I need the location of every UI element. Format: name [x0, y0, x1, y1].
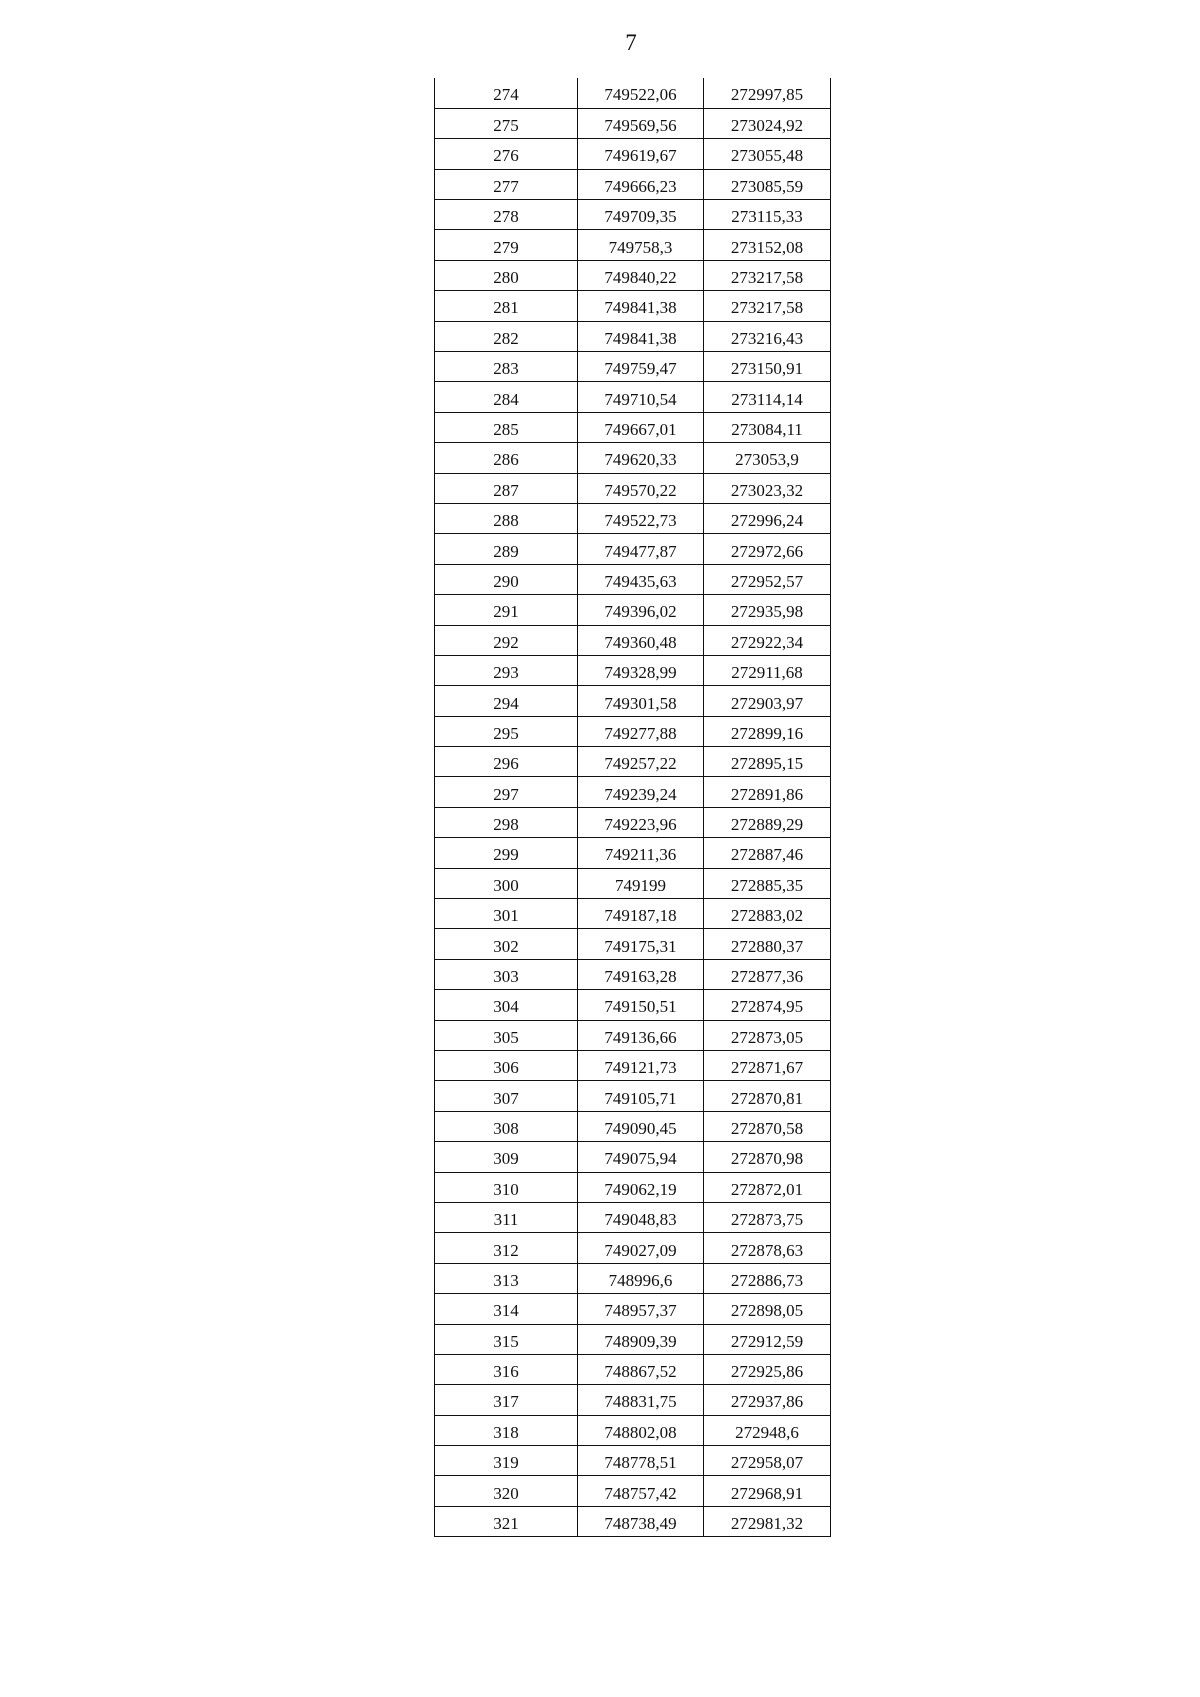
- point-number-cell: 277: [435, 169, 578, 199]
- y-coordinate-cell: 273216,43: [704, 321, 831, 351]
- table-row: [435, 777, 831, 807]
- y-coordinate-cell: 273217,58: [704, 291, 831, 321]
- y-coordinate-cell: 272870,58: [704, 1111, 831, 1141]
- y-coordinate-cell: 272952,57: [704, 564, 831, 594]
- x-coordinate-cell: 749136,66: [578, 1020, 704, 1050]
- y-coordinate-cell: 272935,98: [704, 595, 831, 625]
- y-coordinate-cell: 272877,36: [704, 959, 831, 989]
- y-coordinate-cell: 273152,08: [704, 230, 831, 260]
- x-coordinate-cell: 748738,49: [578, 1506, 704, 1536]
- x-coordinate-cell: 749223,96: [578, 807, 704, 837]
- x-coordinate-cell: 749758,3: [578, 230, 704, 260]
- table-row: [435, 260, 831, 290]
- x-coordinate-cell: 749840,22: [578, 260, 704, 290]
- y-coordinate-cell: 273053,9: [704, 443, 831, 473]
- x-coordinate-cell: 749522,06: [578, 78, 704, 108]
- table-row: [435, 807, 831, 837]
- x-coordinate-cell: 749477,87: [578, 534, 704, 564]
- y-coordinate-cell: 272889,29: [704, 807, 831, 837]
- y-coordinate-cell: 272912,59: [704, 1324, 831, 1354]
- x-coordinate-cell: 749522,73: [578, 503, 704, 533]
- y-coordinate-cell: 273115,33: [704, 200, 831, 230]
- point-number-cell: 292: [435, 625, 578, 655]
- point-number-cell: 321: [435, 1506, 578, 1536]
- table-row: [435, 1142, 831, 1172]
- point-number-cell: 295: [435, 716, 578, 746]
- y-coordinate-cell: 272886,73: [704, 1263, 831, 1293]
- y-coordinate-cell: 272898,05: [704, 1294, 831, 1324]
- x-coordinate-cell: 749841,38: [578, 291, 704, 321]
- table-row: [435, 321, 831, 351]
- x-coordinate-cell: 749239,24: [578, 777, 704, 807]
- x-coordinate-cell: 748831,75: [578, 1385, 704, 1415]
- point-number-cell: 300: [435, 868, 578, 898]
- point-number-cell: 276: [435, 139, 578, 169]
- y-coordinate-cell: 273150,91: [704, 352, 831, 382]
- point-number-cell: 275: [435, 108, 578, 138]
- x-coordinate-cell: 749710,54: [578, 382, 704, 412]
- x-coordinate-cell: 749360,48: [578, 625, 704, 655]
- table-row: [435, 443, 831, 473]
- y-coordinate-cell: 272870,81: [704, 1081, 831, 1111]
- coordinates-table: [434, 78, 831, 1537]
- table-row: [435, 1506, 831, 1536]
- x-coordinate-cell: 749048,83: [578, 1202, 704, 1232]
- point-number-cell: 311: [435, 1202, 578, 1232]
- x-coordinate-cell: 749175,31: [578, 929, 704, 959]
- table-row: [435, 686, 831, 716]
- table-row: [435, 352, 831, 382]
- table-row: [435, 1020, 831, 1050]
- table-row: [435, 1233, 831, 1263]
- point-number-cell: 309: [435, 1142, 578, 1172]
- table-row: [435, 200, 831, 230]
- x-coordinate-cell: 748867,52: [578, 1354, 704, 1384]
- table-row: [435, 230, 831, 260]
- y-coordinate-cell: 273024,92: [704, 108, 831, 138]
- table-row: [435, 564, 831, 594]
- x-coordinate-cell: 749187,18: [578, 899, 704, 929]
- x-coordinate-cell: 749620,33: [578, 443, 704, 473]
- point-number-cell: 304: [435, 990, 578, 1020]
- y-coordinate-cell: 272997,85: [704, 78, 831, 108]
- point-number-cell: 310: [435, 1172, 578, 1202]
- y-coordinate-cell: 273114,14: [704, 382, 831, 412]
- table-row: [435, 291, 831, 321]
- y-coordinate-cell: 272873,05: [704, 1020, 831, 1050]
- table-row: [435, 1415, 831, 1445]
- table-row: [435, 1324, 831, 1354]
- x-coordinate-cell: 749328,99: [578, 655, 704, 685]
- point-number-cell: 284: [435, 382, 578, 412]
- y-coordinate-cell: 273055,48: [704, 139, 831, 169]
- y-coordinate-cell: 272891,86: [704, 777, 831, 807]
- x-coordinate-cell: 749301,58: [578, 686, 704, 716]
- table-row: [435, 929, 831, 959]
- point-number-cell: 301: [435, 899, 578, 929]
- point-number-cell: 280: [435, 260, 578, 290]
- x-coordinate-cell: 748778,51: [578, 1446, 704, 1476]
- point-number-cell: 312: [435, 1233, 578, 1263]
- table-row: [435, 1111, 831, 1141]
- x-coordinate-cell: 748757,42: [578, 1476, 704, 1506]
- point-number-cell: 302: [435, 929, 578, 959]
- point-number-cell: 286: [435, 443, 578, 473]
- y-coordinate-cell: 273023,32: [704, 473, 831, 503]
- table-row: [435, 959, 831, 989]
- point-number-cell: 279: [435, 230, 578, 260]
- x-coordinate-cell: 749257,22: [578, 747, 704, 777]
- x-coordinate-cell: 748909,39: [578, 1324, 704, 1354]
- y-coordinate-cell: 272958,07: [704, 1446, 831, 1476]
- point-number-cell: 306: [435, 1051, 578, 1081]
- point-number-cell: 299: [435, 838, 578, 868]
- table-row: [435, 1476, 831, 1506]
- x-coordinate-cell: 748802,08: [578, 1415, 704, 1445]
- y-coordinate-cell: 273085,59: [704, 169, 831, 199]
- point-number-cell: 298: [435, 807, 578, 837]
- y-coordinate-cell: 272873,75: [704, 1202, 831, 1232]
- table-row: [435, 1172, 831, 1202]
- point-number-cell: 303: [435, 959, 578, 989]
- y-coordinate-cell: 272903,97: [704, 686, 831, 716]
- y-coordinate-cell: 272885,35: [704, 868, 831, 898]
- y-coordinate-cell: 272871,67: [704, 1051, 831, 1081]
- x-coordinate-cell: 749105,71: [578, 1081, 704, 1111]
- point-number-cell: 305: [435, 1020, 578, 1050]
- y-coordinate-cell: 272899,16: [704, 716, 831, 746]
- table-row: [435, 655, 831, 685]
- point-number-cell: 281: [435, 291, 578, 321]
- point-number-cell: 316: [435, 1354, 578, 1384]
- point-number-cell: 282: [435, 321, 578, 351]
- x-coordinate-cell: 749121,73: [578, 1051, 704, 1081]
- point-number-cell: 294: [435, 686, 578, 716]
- y-coordinate-cell: 272972,66: [704, 534, 831, 564]
- point-number-cell: 289: [435, 534, 578, 564]
- y-coordinate-cell: 272883,02: [704, 899, 831, 929]
- y-coordinate-cell: 272981,32: [704, 1506, 831, 1536]
- table-row: [435, 1446, 831, 1476]
- point-number-cell: 314: [435, 1294, 578, 1324]
- table-row: [435, 625, 831, 655]
- y-coordinate-cell: 272878,63: [704, 1233, 831, 1263]
- table-row: [435, 108, 831, 138]
- table-row: [435, 595, 831, 625]
- point-number-cell: 313: [435, 1263, 578, 1293]
- page-number: 7: [625, 30, 637, 55]
- table-row: [435, 382, 831, 412]
- x-coordinate-cell: 749667,01: [578, 412, 704, 442]
- y-coordinate-cell: 272880,37: [704, 929, 831, 959]
- table-row: [435, 169, 831, 199]
- point-number-cell: 283: [435, 352, 578, 382]
- x-coordinate-cell: 749199: [578, 868, 704, 898]
- x-coordinate-cell: 749759,47: [578, 352, 704, 382]
- table-row: [435, 503, 831, 533]
- y-coordinate-cell: 272874,95: [704, 990, 831, 1020]
- table-row: [435, 990, 831, 1020]
- x-coordinate-cell: 749211,36: [578, 838, 704, 868]
- table-row: [435, 1294, 831, 1324]
- table-row: [435, 1051, 831, 1081]
- point-number-cell: 287: [435, 473, 578, 503]
- point-number-cell: 285: [435, 412, 578, 442]
- table-row: [435, 78, 831, 108]
- x-coordinate-cell: 749396,02: [578, 595, 704, 625]
- y-coordinate-cell: 273084,11: [704, 412, 831, 442]
- point-number-cell: 278: [435, 200, 578, 230]
- x-coordinate-cell: 749277,88: [578, 716, 704, 746]
- x-coordinate-cell: 749570,22: [578, 473, 704, 503]
- y-coordinate-cell: 272887,46: [704, 838, 831, 868]
- y-coordinate-cell: 272968,91: [704, 1476, 831, 1506]
- y-coordinate-cell: 272870,98: [704, 1142, 831, 1172]
- point-number-cell: 320: [435, 1476, 578, 1506]
- point-number-cell: 308: [435, 1111, 578, 1141]
- x-coordinate-cell: 749435,63: [578, 564, 704, 594]
- y-coordinate-cell: 272996,24: [704, 503, 831, 533]
- y-coordinate-cell: 272895,15: [704, 747, 831, 777]
- point-number-cell: 317: [435, 1385, 578, 1415]
- table-row: [435, 139, 831, 169]
- y-coordinate-cell: 272922,34: [704, 625, 831, 655]
- point-number-cell: 293: [435, 655, 578, 685]
- y-coordinate-cell: 273217,58: [704, 260, 831, 290]
- table-row: [435, 1081, 831, 1111]
- y-coordinate-cell: 272937,86: [704, 1385, 831, 1415]
- x-coordinate-cell: 749062,19: [578, 1172, 704, 1202]
- point-number-cell: 297: [435, 777, 578, 807]
- x-coordinate-cell: 749163,28: [578, 959, 704, 989]
- x-coordinate-cell: 749150,51: [578, 990, 704, 1020]
- x-coordinate-cell: 749666,23: [578, 169, 704, 199]
- point-number-cell: 288: [435, 503, 578, 533]
- x-coordinate-cell: 748996,6: [578, 1263, 704, 1293]
- table-row: [435, 1354, 831, 1384]
- point-number-cell: 318: [435, 1415, 578, 1445]
- x-coordinate-cell: 749075,94: [578, 1142, 704, 1172]
- point-number-cell: 274: [435, 78, 578, 108]
- table-row: [435, 716, 831, 746]
- x-coordinate-cell: 749841,38: [578, 321, 704, 351]
- coordinates-table-body: [435, 78, 831, 1537]
- point-number-cell: 319: [435, 1446, 578, 1476]
- table-row: [435, 747, 831, 777]
- table-row: [435, 838, 831, 868]
- point-number-cell: 296: [435, 747, 578, 777]
- point-number-cell: 291: [435, 595, 578, 625]
- table-row: [435, 899, 831, 929]
- point-number-cell: 315: [435, 1324, 578, 1354]
- x-coordinate-cell: 749027,09: [578, 1233, 704, 1263]
- x-coordinate-cell: 749569,56: [578, 108, 704, 138]
- table-row: [435, 412, 831, 442]
- table-row: [435, 1202, 831, 1232]
- point-number-cell: 290: [435, 564, 578, 594]
- table-row: [435, 1263, 831, 1293]
- table-row: [435, 1385, 831, 1415]
- x-coordinate-cell: 749090,45: [578, 1111, 704, 1141]
- table-row: [435, 534, 831, 564]
- point-number-cell: 307: [435, 1081, 578, 1111]
- x-coordinate-cell: 749709,35: [578, 200, 704, 230]
- y-coordinate-cell: 272925,86: [704, 1354, 831, 1384]
- x-coordinate-cell: 749619,67: [578, 139, 704, 169]
- x-coordinate-cell: 748957,37: [578, 1294, 704, 1324]
- y-coordinate-cell: 272911,68: [704, 655, 831, 685]
- y-coordinate-cell: 272948,6: [704, 1415, 831, 1445]
- y-coordinate-cell: 272872,01: [704, 1172, 831, 1202]
- table-row: [435, 868, 831, 898]
- table-row: [435, 473, 831, 503]
